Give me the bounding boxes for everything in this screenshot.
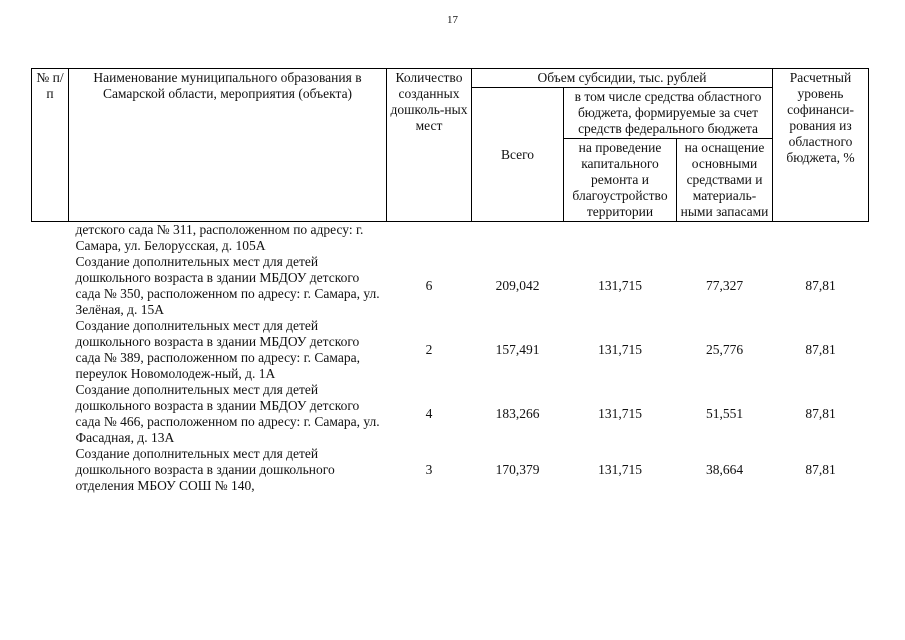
table-header [32,69,869,222]
subsidy-table [31,68,869,494]
cell-equipment: 38,664 [705,462,744,477]
table-row-continuation [32,222,869,255]
cell-level: 87,81 [805,278,836,293]
cell-equipment: 51,551 [705,406,744,421]
header-name: Наименование муниципального образования в Самарской области, мероприятия (объекта) [69,69,387,222]
header-equipment: на оснащение основными средствами и материаль-ными запасами [677,139,773,222]
header-total: Всего [472,88,564,222]
header-num: № п/п [32,69,69,222]
cell-places: 3 [425,462,433,477]
cell-num [32,318,69,382]
cell-equipment: 77,327 [705,278,744,293]
cell-name: Создание дополнительных мест для детей дошкольного возраста в здании МБДОУ детского сада № 389, расположенном по адресу: г. Самара, переулок Новомолодеж-ный, д. 1А [75,318,360,381]
cell-num [32,254,69,318]
cell-name: детского сада № 311, расположенном по адресу: г. Самара, ул. Белорусская, д. 105А [75,222,364,253]
cell-num [32,446,69,494]
cell-level: 87,81 [805,462,836,477]
cell-repair: 131,715 [598,462,642,477]
cell-level: 87,81 [805,342,836,357]
header-federal: в том числе средства областного бюджета, формируемые за счет средств федерального бюджета [564,88,773,139]
cell-name: Создание дополнительных мест для детей дошкольного возраста в здании дошкольного отделения МБОУ СОШ № 140, [75,446,335,493]
cell-num [32,382,69,446]
table-row [32,446,869,494]
page-number: 17 [447,14,458,26]
cell-repair: 131,715 [598,406,642,421]
header-volume: Объем субсидии, тыс. рублей [472,69,773,88]
table-body [32,222,869,495]
cell-total: 157,491 [495,342,540,357]
cell-total: 183,266 [495,406,540,421]
cell-num [32,222,69,255]
cell-equipment: 25,776 [705,342,744,357]
cell-total: 170,379 [495,462,540,477]
table-row [32,254,869,318]
table-row [32,318,869,382]
header-places: Количество созданных дошколь-ных мест [387,69,472,222]
cell-places: 6 [425,278,433,293]
cell-total: 209,042 [495,278,540,293]
cell-repair: 131,715 [598,278,642,293]
cell-places: 2 [425,342,433,357]
header-level: Расчетный уровень софинанси-рования из областного бюджета, % [773,69,869,222]
cell-name: Создание дополнительных мест для детей дошкольного возраста в здании МБДОУ детского сада № 350, расположенном по адресу: г. Самара, ул. Зелёная, д. 15А [75,254,380,317]
header-repair: на проведение капитального ремонта и благоустройство территории [564,139,677,222]
cell-name: Создание дополнительных мест для детей дошкольного возраста в здании МБДОУ детского сада № 466, расположенном по адресу: г. Самара, ул. Фасадная, д. 13А [75,382,380,445]
cell-repair: 131,715 [598,342,642,357]
cell-places: 4 [425,406,433,421]
table-row [32,382,869,446]
cell-level: 87,81 [805,406,836,421]
